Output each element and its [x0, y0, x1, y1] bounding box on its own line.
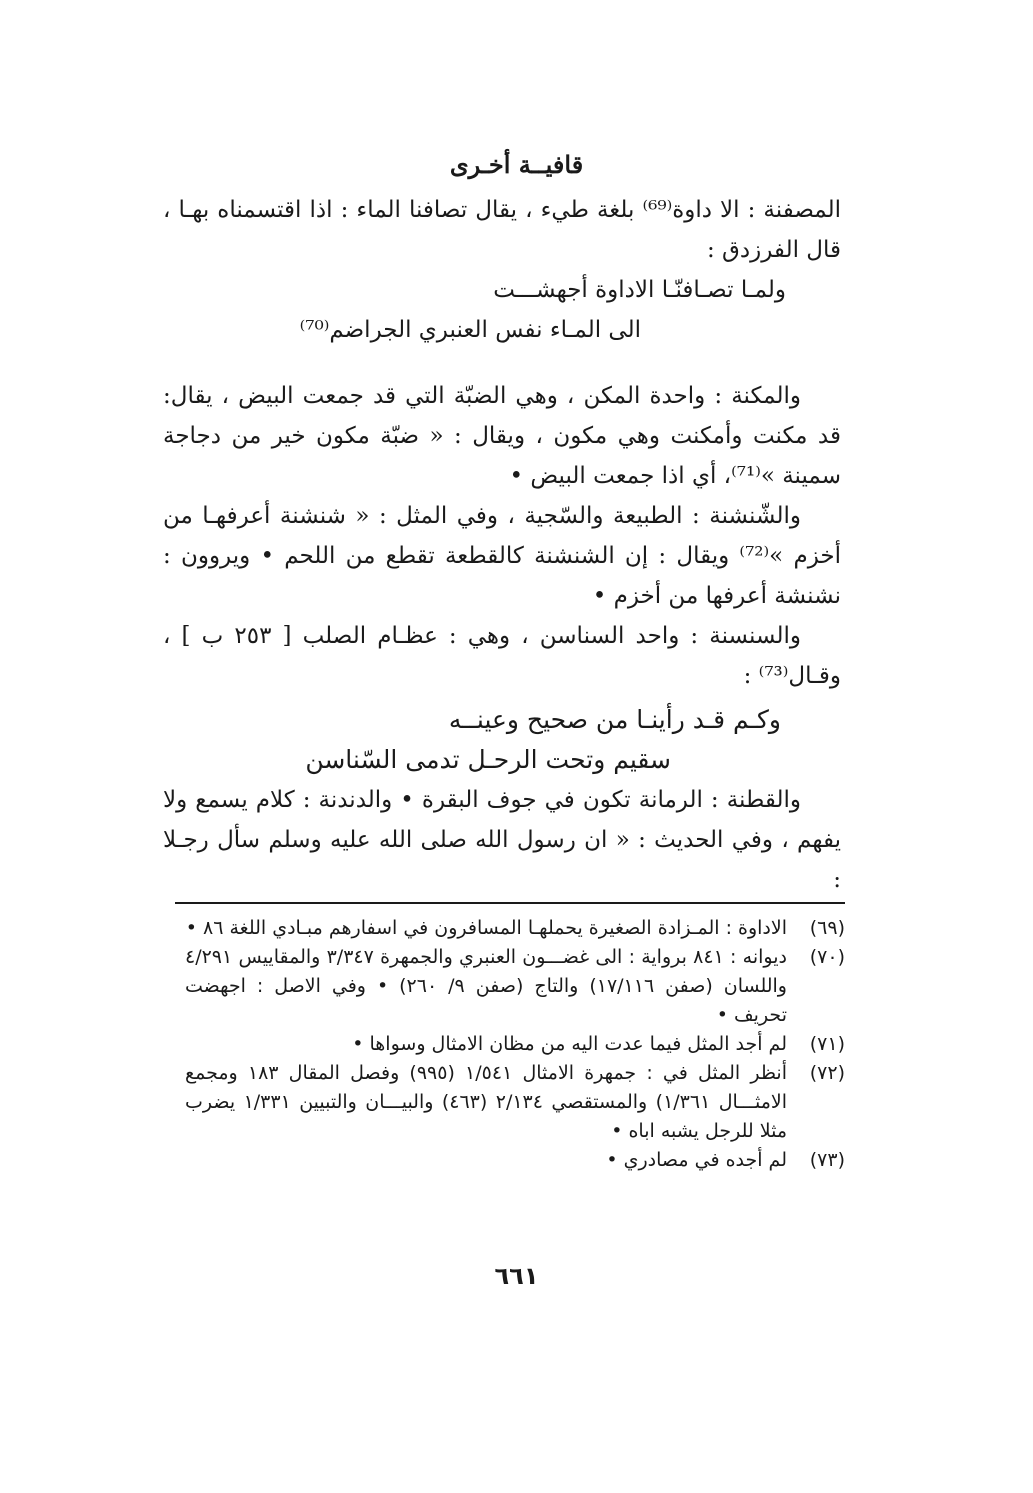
footnote-70: [185, 943, 845, 1030]
footnote-number: (٧١): [809, 1033, 845, 1055]
footnotes: [185, 914, 845, 1175]
paragraph-sinsina: والسنسنة : واحد السناسن ، وهي : عظـام الصلب [ ٢٥٣ ب ] ، وقـال⁽⁷³⁾ :: [163, 623, 841, 689]
paragraph-musfana: المصفنة : الا داوة⁽⁶⁹⁾ بلغة طيء ، يقال تصافنا الماء : اذا اقتسمناه بهـا ، قال الفرزدق :: [163, 197, 841, 263]
verse-line-3: وكـم قـد رأينـا من صحيح وعينــه: [448, 705, 781, 734]
verse-line-1: ولمـا تصـافنّـا الاداوة أجهشـــت: [493, 277, 786, 303]
footnote-number: (٧٣): [809, 1149, 845, 1171]
footnote-number: (٧٠): [809, 946, 845, 968]
main-text: [163, 190, 841, 900]
footnote-text: أنظر المثل في : جمهرة الامثال ١/٥٤١ (٩٩٥) وفصل المقال ١٨٣ ومجمع الامثـــال ١/٣٦١) والمستقصي ٢/١٣٤ (٤٦٣) والبيـــان والتبيين ١/٣٣١ يضرب مثلا للرجل يشبه اباه •: [185, 1062, 788, 1142]
footnote-72: [185, 1059, 845, 1146]
footnote-divider: [175, 902, 845, 904]
verse-line-2: الى المـاء نفس العنبري الجراضم⁽⁷⁰⁾: [299, 317, 641, 343]
verse-line-4: سقيم وتحت الرحـل تدمى السّناسن: [305, 745, 671, 774]
footnote-text: ديوانه : ٨٤١ برواية : الى غضـــون العنبري والجمهرة ٣/٣٤٧ والمقاييس ٤/٢٩١ واللسان (صفن ١٧/١١٦) والتاج (صفن ٩/ ٢٦٠) • وفي الاصل : اجهضت تحريف •: [185, 946, 787, 1026]
footnote-text: لم أجده في مصادري •: [606, 1149, 787, 1171]
footnote-text: الاداوة : المـزادة الصغيرة يحملهـا المسافرون في اسفارهم مبـادي اللغة ٨٦ •: [185, 917, 787, 939]
page-number: ٦٦١: [494, 1262, 539, 1290]
paragraph-makina: والمكنة : واحدة المكن ، وهي الضبّة التي قد جمعت البيض ، يقال: قد مكنت وأمكنت وهي مكون ، ويقال : « ضبّة مكون خير من دجاجة سمينة »⁽⁷¹⁾، أي اذا جمعت البيض •: [163, 383, 841, 489]
paragraph-qutna: والقطنة : الرمانة تكون في جوف البقرة • والدندنة : كلام يسمع ولا يفهم ، وفي الحديث : « ان رسول الله صلى الله عليه وسلم سأل رجـلا :: [163, 787, 841, 893]
footnote-number: (٦٩): [809, 917, 845, 939]
footnote-number: (٧٢): [809, 1062, 845, 1084]
footnote-69: [185, 914, 845, 943]
page-header-title: قافيــة أخـرى: [449, 150, 584, 179]
paragraph-shinshina: والشّنشنة : الطبيعة والسّجية ، وفي المثل : « شنشنة أعرفهـا من أخزم »⁽⁷²⁾ ويقال : إن الشنشنة كالقطعة تقطع من اللحم • ويروون : نشنشة أعرفها من أخزم •: [163, 503, 841, 609]
footnote-73: [185, 1146, 845, 1175]
footnote-text: لم أجد المثل فيما عدت اليه من مظان الامثال وسواها •: [352, 1033, 787, 1055]
footnote-71: [185, 1030, 845, 1059]
